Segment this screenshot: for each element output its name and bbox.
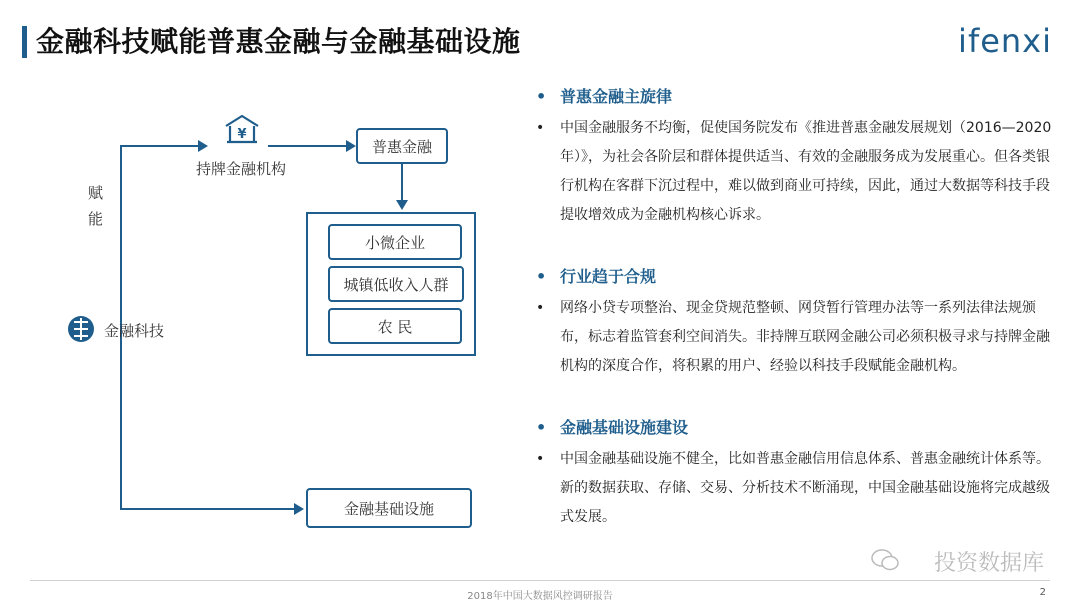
infrastructure-box: 金融基础设施	[306, 488, 472, 528]
content-column	[532, 84, 1052, 532]
bullet: •	[536, 267, 547, 286]
section-heading: • 金融基础设施建设	[532, 415, 1052, 441]
footer-report-title: 2018年中国大数据风控调研报告	[467, 591, 613, 602]
section-paragraph: • 中国金融服务不均衡，促使国务院发布《推进普惠金融发展规划（2016—2020年）》，为社会各阶层和群体提供适当、有效的金融服务成为发展重心。但各类银行机构在客群下沉过程中，难以做到商业可持续，因此，通过大数据等科技手段提收增效成为金融机构核心诉求。	[532, 114, 1052, 230]
institution-label: 持牌金融机构	[196, 160, 287, 178]
page-title: 金融科技赋能普惠金融与金融基础设施	[36, 25, 521, 58]
bullet: •	[536, 300, 545, 316]
target-urban-low-income: 城镇低收入人群	[328, 266, 464, 302]
bullet: •	[536, 120, 545, 136]
svg-text:¥: ¥	[237, 127, 247, 142]
empower-char-1: 赋	[88, 184, 104, 202]
wechat-icon	[870, 548, 900, 572]
connector-to-infra	[120, 508, 296, 510]
section-compliance	[532, 264, 1052, 381]
section-heading: • 行业趋于合规	[532, 264, 1052, 290]
brand-logo	[958, 22, 1052, 60]
connector-institution-to-inclusive	[268, 145, 348, 147]
connector-inclusive-down	[401, 164, 403, 202]
bullet: •	[536, 418, 547, 437]
arrowhead-down	[396, 200, 408, 210]
arrowhead-institution	[198, 140, 208, 152]
page-number: 2	[1039, 587, 1046, 598]
section-infrastructure	[532, 415, 1052, 532]
empower-label	[88, 180, 106, 232]
arrowhead-inclusive	[346, 140, 356, 152]
footer-divider	[30, 580, 1050, 581]
section-paragraph: • 网络小贷专项整治、现金贷规范整顿、网贷暂行管理办法等一系列法律法规颁布，标志着监管套利空间消失。非持牌互联网金融公司必须积极寻求与持牌金融机构的深度合作，将积累的用户、经验以科技手段赋能金融机构。	[532, 294, 1052, 381]
connector-to-institution	[120, 145, 200, 147]
section-heading: • 普惠金融主旋律	[532, 84, 1052, 110]
arrowhead-infra	[294, 503, 304, 515]
fintech-label: 金融科技	[104, 322, 165, 340]
target-small-business: 小微企业	[328, 224, 462, 260]
bank-icon	[224, 114, 260, 144]
title-accent-bar	[22, 26, 27, 58]
bullet: •	[536, 451, 545, 467]
fintech-diagram	[0, 70, 520, 550]
section-inclusive-finance	[532, 84, 1052, 230]
section-paragraph: • 中国金融基础设施不健全，比如普惠金融信用信息体系、普惠金融统计体系等。新的数据获取、存储、交易、分析技术不断涌现，中国金融基础设施将完成越级式发展。	[532, 445, 1052, 532]
bullet: •	[536, 87, 547, 106]
fintech-icon	[66, 314, 96, 344]
target-farmers: 农 民	[328, 308, 462, 344]
empower-char-2: 能	[88, 210, 104, 228]
logo-text: ifenxi	[958, 22, 1052, 60]
watermark-text: 投资数据库	[933, 551, 1044, 576]
inclusive-finance-box: 普惠金融	[356, 128, 448, 164]
